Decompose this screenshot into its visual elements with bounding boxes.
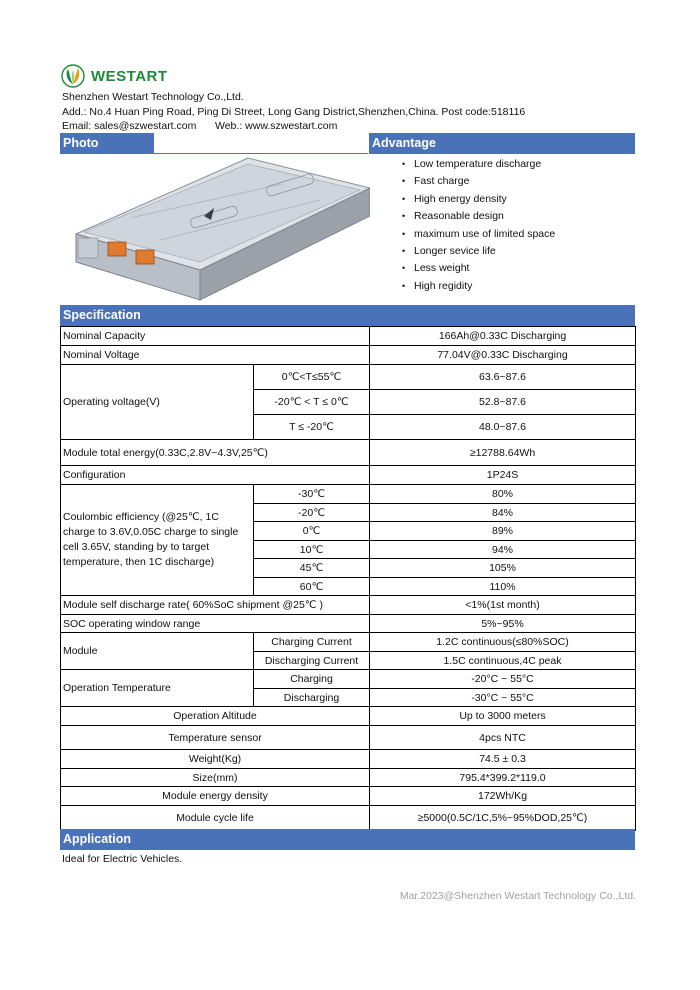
company-email: Email: sales@szwestart.com (62, 120, 197, 132)
spec-temperature: 0℃ (254, 522, 370, 541)
spec-label: Configuration (61, 466, 370, 485)
footer-copyright: Mar.2023@Shenzhen Westart Technology Co.,Ltd. (399, 890, 636, 902)
table-row (61, 750, 636, 769)
spec-temperature: 60℃ (254, 578, 370, 596)
specification-section-header: Specification (60, 305, 635, 326)
advantage-item: • High regidity (402, 278, 555, 295)
spec-value: ≥12788.64Wh (370, 440, 636, 466)
spec-temperature: -30℃ (254, 485, 370, 504)
battery-module-image (70, 150, 370, 302)
advantage-item: • Longer sevice life (402, 243, 555, 260)
spec-label: Module cycle life (61, 806, 370, 831)
spec-label: Module self discharge rate( 60%SoC shipment @25℃ ) (61, 596, 370, 615)
table-row (61, 707, 636, 726)
spec-value: 1P24S (370, 466, 636, 485)
spec-temperature: 45℃ (254, 559, 370, 578)
spec-value: ≥5000(0.5C/1C,5%~95%DOD,25℃) (370, 806, 636, 831)
spec-label: Weight(Kg) (61, 750, 370, 769)
table-row (61, 485, 636, 504)
spec-value: 105% (370, 559, 636, 578)
spec-value: 74.5 ± 0.3 (370, 750, 636, 769)
spec-label: SOC operating window range (61, 615, 370, 633)
table-row (61, 346, 636, 365)
table-row (61, 726, 636, 750)
spec-subitem: Charging Current (254, 633, 370, 652)
spec-value: Up to 3000 meters (370, 707, 636, 726)
advantage-item: • Fast charge (402, 173, 555, 190)
specification-table (60, 326, 636, 831)
table-row (61, 365, 636, 390)
company-address: Add.: No.4 Huan Ping Road, Ping Di Street, Long Gang District,Shenzhen,China. Post code:518116 (62, 106, 526, 118)
spec-value: <1%(1st month) (370, 596, 636, 615)
brand-logo (61, 62, 168, 90)
table-row (61, 615, 636, 633)
spec-value: 110% (370, 578, 636, 596)
photo-section-header: Photo (60, 133, 154, 154)
spec-value: 84% (370, 504, 636, 522)
spec-value: 1.5C continuous,4C peak (370, 652, 636, 670)
spec-label: Operation Altitude (61, 707, 370, 726)
company-name: Shenzhen Westart Technology Co.,Ltd. (62, 91, 244, 103)
westart-logo-icon (61, 64, 85, 88)
spec-label: Nominal Capacity (61, 327, 370, 346)
advantage-list (402, 156, 555, 295)
table-row (61, 440, 636, 466)
spec-condition: -20℃ < T ≤ 0℃ (254, 390, 370, 415)
application-section-header: Application (60, 829, 635, 850)
spec-subitem: Charging (254, 670, 370, 689)
spec-temperature: -20℃ (254, 504, 370, 522)
table-row (61, 787, 636, 806)
advantage-item: • maximum use of limited space (402, 226, 555, 243)
table-row (61, 769, 636, 787)
spec-value: 1.2C continuous(≤80%SOC) (370, 633, 636, 652)
spec-label: Temperature sensor (61, 726, 370, 750)
advantage-item: • High energy density (402, 191, 555, 208)
spec-value: 172Wh/Kg (370, 787, 636, 806)
spec-value: 89% (370, 522, 636, 541)
spec-condition: 0℃<T≤55℃ (254, 365, 370, 390)
spec-label: Operating voltage(V) (61, 365, 254, 440)
spec-value: -30°C ~ 55°C (370, 689, 636, 707)
spec-value: 52.8~87.6 (370, 390, 636, 415)
table-row (61, 806, 636, 831)
spec-value: 77.04V@0.33C Discharging (370, 346, 636, 365)
spec-label: Module total energy(0.33C,2.8V~4.3V,25℃) (61, 440, 370, 466)
table-row (61, 633, 636, 652)
advantage-item: • Low temperature discharge (402, 156, 555, 173)
spec-subitem: Discharging (254, 689, 370, 707)
spec-label: Size(mm) (61, 769, 370, 787)
spec-label: Nominal Voltage (61, 346, 370, 365)
table-row (61, 670, 636, 689)
spec-label: Module (61, 633, 254, 670)
spec-value: 63.6~87.6 (370, 365, 636, 390)
spec-value: 80% (370, 485, 636, 504)
table-row (61, 596, 636, 615)
table-row (61, 466, 636, 485)
spec-value: -20°C ~ 55°C (370, 670, 636, 689)
spec-value: 166Ah@0.33C Discharging (370, 327, 636, 346)
spec-label: Operation Temperature (61, 670, 254, 707)
spec-value: 5%~95% (370, 615, 636, 633)
spec-value: 94% (370, 541, 636, 559)
spec-value: 795.4*399.2*119.0 (370, 769, 636, 787)
spec-subitem: Discharging Current (254, 652, 370, 670)
spec-label: Module energy density (61, 787, 370, 806)
application-text: Ideal for Electric Vehicles. (62, 853, 183, 865)
brand-name: WESTART (91, 67, 168, 85)
spec-temperature: 10℃ (254, 541, 370, 559)
table-row (61, 327, 636, 346)
spec-value: 48.0~87.6 (370, 415, 636, 440)
advantage-item: • Less weight (402, 260, 555, 277)
spec-label: Coulombic efficiency (@25℃, 1C charge to 3.6V,0.05C charge to single cell 3.65V, standing by to target temperature, then 1C discharge) (61, 485, 254, 596)
company-website: Web.: www.szwestart.com (215, 120, 338, 132)
advantage-section-header: Advantage (369, 133, 635, 154)
spec-value: 4pcs NTC (370, 726, 636, 750)
advantage-item: • Reasonable design (402, 208, 555, 225)
spec-condition: T ≤ -20℃ (254, 415, 370, 440)
